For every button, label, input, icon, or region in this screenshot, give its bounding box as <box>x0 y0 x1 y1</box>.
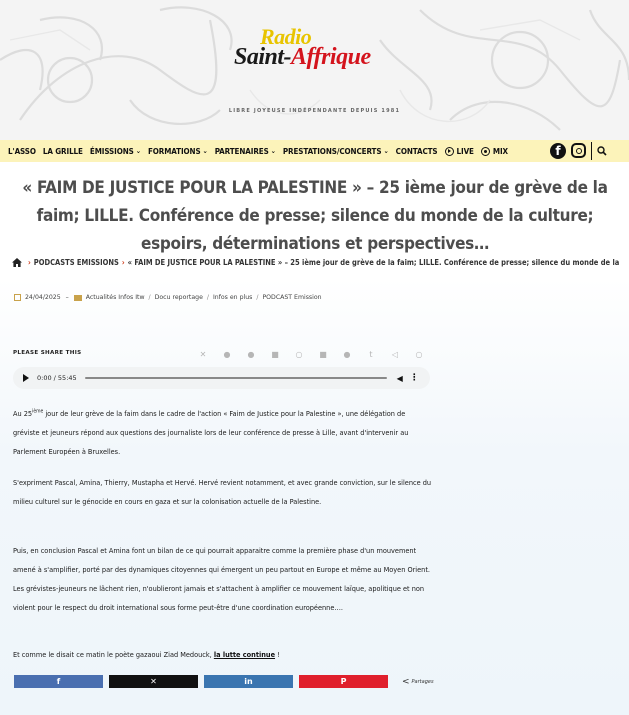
la-lutte-continue-link[interactable]: la lutte continue <box>213 650 276 659</box>
logo-name-text <box>234 44 371 71</box>
volume-icon[interactable]: ◀ <box>396 373 403 383</box>
x-share-button[interactable] <box>109 675 198 688</box>
nav-label: ÉMISSIONS <box>89 146 134 156</box>
nav-item-grille[interactable] <box>43 147 83 156</box>
record-circle-icon <box>481 147 490 156</box>
play-icon[interactable] <box>23 374 29 382</box>
x-icon: ✕ <box>150 677 157 686</box>
category-separator: / <box>256 294 259 301</box>
breadcrumb-separator: › <box>121 258 125 267</box>
share-arrow-icon: < <box>402 676 410 687</box>
audio-player[interactable] <box>13 367 430 389</box>
logo-name-part1: Saint- <box>234 44 292 70</box>
breadcrumb <box>12 258 622 267</box>
chevron-down-icon: ⌄ <box>135 147 141 155</box>
play-circle-icon <box>445 147 454 156</box>
paragraph-text: Au 25 <box>13 409 33 418</box>
breadcrumb-separator: › <box>28 258 31 267</box>
post-meta <box>14 294 322 301</box>
nav-label: PRESTATIONS/CONCERTS <box>282 146 382 156</box>
linkedin-share-button[interactable] <box>204 675 293 688</box>
logo-radio-text: Radio <box>260 24 312 49</box>
category-separator: / <box>148 294 151 301</box>
nav-item-live[interactable] <box>445 147 474 156</box>
share-count <box>402 677 434 687</box>
x-share-icon[interactable]: ✕ <box>199 350 207 359</box>
audio-time: 0:00 / 55:45 <box>37 374 77 382</box>
nav-item-prestations[interactable] <box>283 147 389 156</box>
calendar-icon <box>14 294 21 301</box>
superscript: ième <box>32 408 44 415</box>
audio-progress-bar[interactable] <box>85 377 387 379</box>
category-link[interactable]: Infos en plus <box>212 294 253 301</box>
folder-icon <box>74 295 82 301</box>
nav-label: FORMATIONS <box>147 146 201 156</box>
reddit-share-icon[interactable]: ● <box>343 350 351 359</box>
category-link[interactable]: PODCAST Emission <box>262 294 322 301</box>
nav-item-asso[interactable] <box>8 147 36 156</box>
facebook-share-icon[interactable]: ● <box>223 350 231 359</box>
paragraph-text: Et comme le disait ce matin le poète gazaoui Ziad Medouck, <box>13 650 214 659</box>
chevron-down-icon: ⌄ <box>202 147 208 155</box>
site-tagline: LIBRE JOYEUSE INDÉPENDANTE DEPUIS 1981 <box>228 108 401 114</box>
breadcrumb-current: « FAIM DE JUSTICE POUR LA PALESTINE » – 25 ième jour de grève de la faim; LILLE. Conférence de presse; silence du monde de la <box>127 258 620 267</box>
nav-label: CONTACTS <box>395 146 438 156</box>
meta-dash: – <box>65 294 69 301</box>
linkedin-share-icon[interactable]: ■ <box>271 350 279 359</box>
tumblr-share-icon[interactable]: t <box>369 350 373 359</box>
nav-item-contacts[interactable] <box>396 147 438 156</box>
linkedin-icon: in <box>244 677 253 686</box>
pinterest-share-icon[interactable]: ● <box>247 350 255 359</box>
social-links <box>550 143 586 159</box>
share-label: PLEASE SHARE THIS <box>13 350 82 356</box>
telegram-share-icon[interactable]: ◁ <box>391 350 399 359</box>
nav-item-formations[interactable] <box>148 147 208 156</box>
more-options-icon[interactable]: ⋮ <box>409 373 419 383</box>
nav-label: LIVE <box>456 146 474 156</box>
category-link[interactable]: Actualités Infos Itw <box>85 294 145 301</box>
share-icons <box>198 350 424 359</box>
facebook-icon[interactable]: f <box>550 143 566 159</box>
messenger-share-icon[interactable]: ■ <box>319 350 327 359</box>
nav-label: LA GRILLE <box>42 146 83 156</box>
page-title: « FAIM DE JUSTICE POUR LA PALESTINE » – 25 ième jour de grève de la faim; LILLE. Conférence de presse; silence du monde de la culture; espoirs, déterminations et perspectives… <box>22 178 608 254</box>
nav-item-partenaires[interactable] <box>215 147 276 156</box>
chevron-down-icon: ⌄ <box>270 147 276 155</box>
article-paragraph-4 <box>13 645 433 664</box>
facebook-icon: f <box>56 677 61 686</box>
nav-item-emissions[interactable] <box>90 147 141 156</box>
paragraph-text: jour de leur grève de la faim dans le cadre de l'action « Faim de Justice pour la Palestine », une délégation de gréviste et jeuneurs répond aux questions des journaliste lors de leur conférence de presse à Lille, avant d'intervenir au Parlement Européen à Bruxelles. <box>13 409 409 456</box>
whatsapp-share-icon[interactable]: ○ <box>295 350 303 359</box>
article-paragraph-3: Puis, en conclusion Pascal et Amina font un bilan de ce qui pourrait apparaitre comme la première phase d'un mouvement amené à s'amplifier, porté par des dynamiques citoyennes qui émergent un peu partout en Europe et même au Moyen Orient. Les grévistes-jeuneurs ne lâchent rien, n'oublieront jamais et s'attachent à amplifier ce mouvement laïque, apolitique et non violent pour le respect du droit international sous forme peut-être d'une coordination européenne…. <box>13 546 430 612</box>
search-icon[interactable] <box>596 145 608 157</box>
site-logo[interactable] <box>228 24 398 104</box>
pinterest-icon: P <box>340 677 347 686</box>
nav-label: MIX <box>492 146 508 156</box>
nav-divider <box>591 142 592 160</box>
breadcrumb-section[interactable]: PODCASTS EMISSIONS <box>33 258 119 267</box>
pinterest-share-button[interactable] <box>299 675 388 688</box>
post-date: 24/04/2025 <box>25 294 61 301</box>
category-separator: / <box>206 294 209 301</box>
chevron-down-icon: ⌄ <box>383 147 389 155</box>
main-nav <box>0 140 629 162</box>
nav-label: PARTENAIRES <box>214 146 269 156</box>
category-link[interactable]: Docu reportage <box>154 294 203 301</box>
header-banner <box>0 0 629 140</box>
email-share-icon[interactable]: ○ <box>415 350 423 359</box>
logo-name-part2: Affrique <box>291 44 371 70</box>
paragraph-text: ! <box>275 650 280 659</box>
article-paragraph-1 <box>13 404 433 461</box>
nav-label: L'ASSO <box>8 146 36 156</box>
shares-label: Partages <box>411 678 434 685</box>
home-icon[interactable] <box>12 258 22 267</box>
instagram-icon[interactable] <box>571 143 586 158</box>
facebook-share-button[interactable] <box>14 675 103 688</box>
nav-item-mix[interactable] <box>481 147 508 156</box>
share-buttons-bar <box>14 675 434 688</box>
article-paragraph-2: S'expriment Pascal, Amina, Thierry, Mustapha et Hervé. Hervé revient notamment, et avec grande conviction, sur le silence du milieu culturel sur le génocide en cours en gaza et sur la colonisation actuelle de la Palestine. <box>13 478 432 506</box>
